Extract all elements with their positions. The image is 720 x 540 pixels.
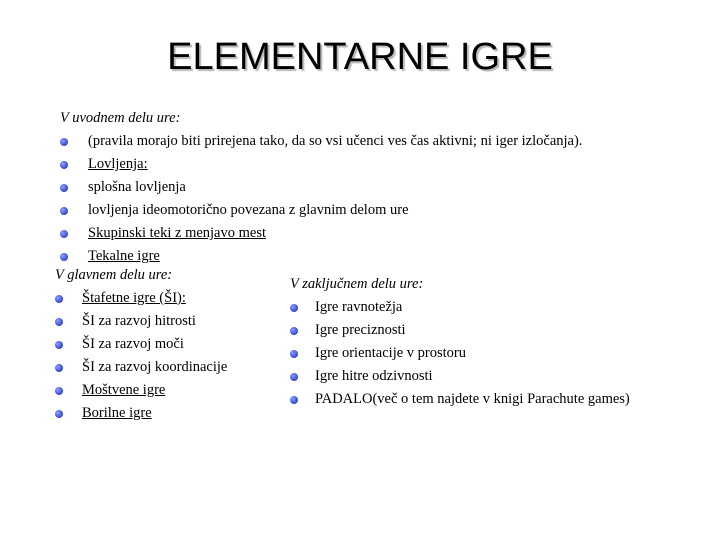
bullet-icon (55, 410, 63, 418)
bullet-icon (290, 373, 298, 381)
bullet-icon (55, 318, 63, 326)
page-title: ELEMENTARNE IGRE (167, 36, 553, 78)
list-item (55, 333, 184, 356)
list-item (55, 356, 228, 379)
list-item (290, 296, 423, 319)
list-item (60, 199, 409, 222)
bullet-icon (60, 184, 68, 192)
bullet-icon (55, 295, 63, 303)
main-section (55, 264, 228, 425)
list-item-link[interactable]: Skupinski teki z menjavo mest (88, 225, 267, 241)
list-item-link[interactable]: Lovljenja: (88, 156, 148, 172)
list-item (55, 287, 186, 310)
list-item-text: Igre ravnotežja (315, 299, 403, 315)
list-item-text: ŠI za razvoj koordinacije (82, 359, 228, 375)
bullet-icon (60, 253, 68, 261)
end-heading: V zaključnem delu ure: (290, 276, 424, 292)
list-item-text: lovljenja ideomotorično povezana z glavnim delom ure (88, 202, 409, 218)
bullet-icon (55, 341, 63, 349)
list-item (290, 365, 433, 388)
list-item-text: splošna lovljenja (88, 179, 186, 195)
list-item-text: Igre hitre odzivnosti (315, 368, 433, 384)
list-item (60, 222, 267, 245)
list-item-link[interactable]: Moštvene igre (82, 382, 166, 398)
bullet-icon (55, 387, 63, 395)
list-item (60, 176, 186, 199)
list-item (290, 319, 423, 342)
list-item-link[interactable]: Tekalne igre (88, 248, 160, 264)
list-item-text: (pravila morajo biti prirejena tako, da so vsi učenci ves čas aktivni; ni iger izločanja). (88, 133, 583, 149)
bullet-icon (60, 230, 68, 238)
bullet-icon (60, 161, 68, 169)
list-item (290, 342, 466, 365)
list-item-text: Igre orientacije v prostoru (315, 345, 466, 361)
list-item (60, 130, 583, 153)
end-section (290, 273, 630, 411)
bullet-icon (290, 304, 298, 312)
list-item-text: Igre preciznosti (315, 322, 406, 338)
bullet-icon (55, 364, 63, 372)
bullet-icon (290, 327, 298, 335)
intro-list (60, 130, 583, 268)
bullet-icon (290, 350, 298, 358)
intro-section (60, 107, 583, 268)
bullet-icon (60, 207, 68, 215)
intro-heading: V uvodnem delu ure: (60, 110, 181, 126)
list-item (290, 388, 630, 411)
list-item (55, 402, 172, 425)
list-item-text: ŠI za razvoj hitrosti (82, 313, 196, 329)
list-item (60, 153, 180, 176)
list-item-link[interactable]: Borilne igre (82, 405, 152, 421)
end-list (290, 296, 630, 411)
main-heading: V glavnem delu ure: (55, 267, 173, 283)
list-item (55, 379, 172, 402)
list-item (55, 310, 196, 333)
list-item-text: ŠI za razvoj moči (82, 336, 184, 352)
list-item-text: PADALO(več o tem najdete v knigi Parachute games) (315, 391, 630, 407)
bullet-icon (290, 396, 298, 404)
main-list (55, 287, 228, 425)
list-item-link[interactable]: Štafetne igre (ŠI): (82, 290, 186, 306)
bullet-icon (60, 138, 68, 146)
